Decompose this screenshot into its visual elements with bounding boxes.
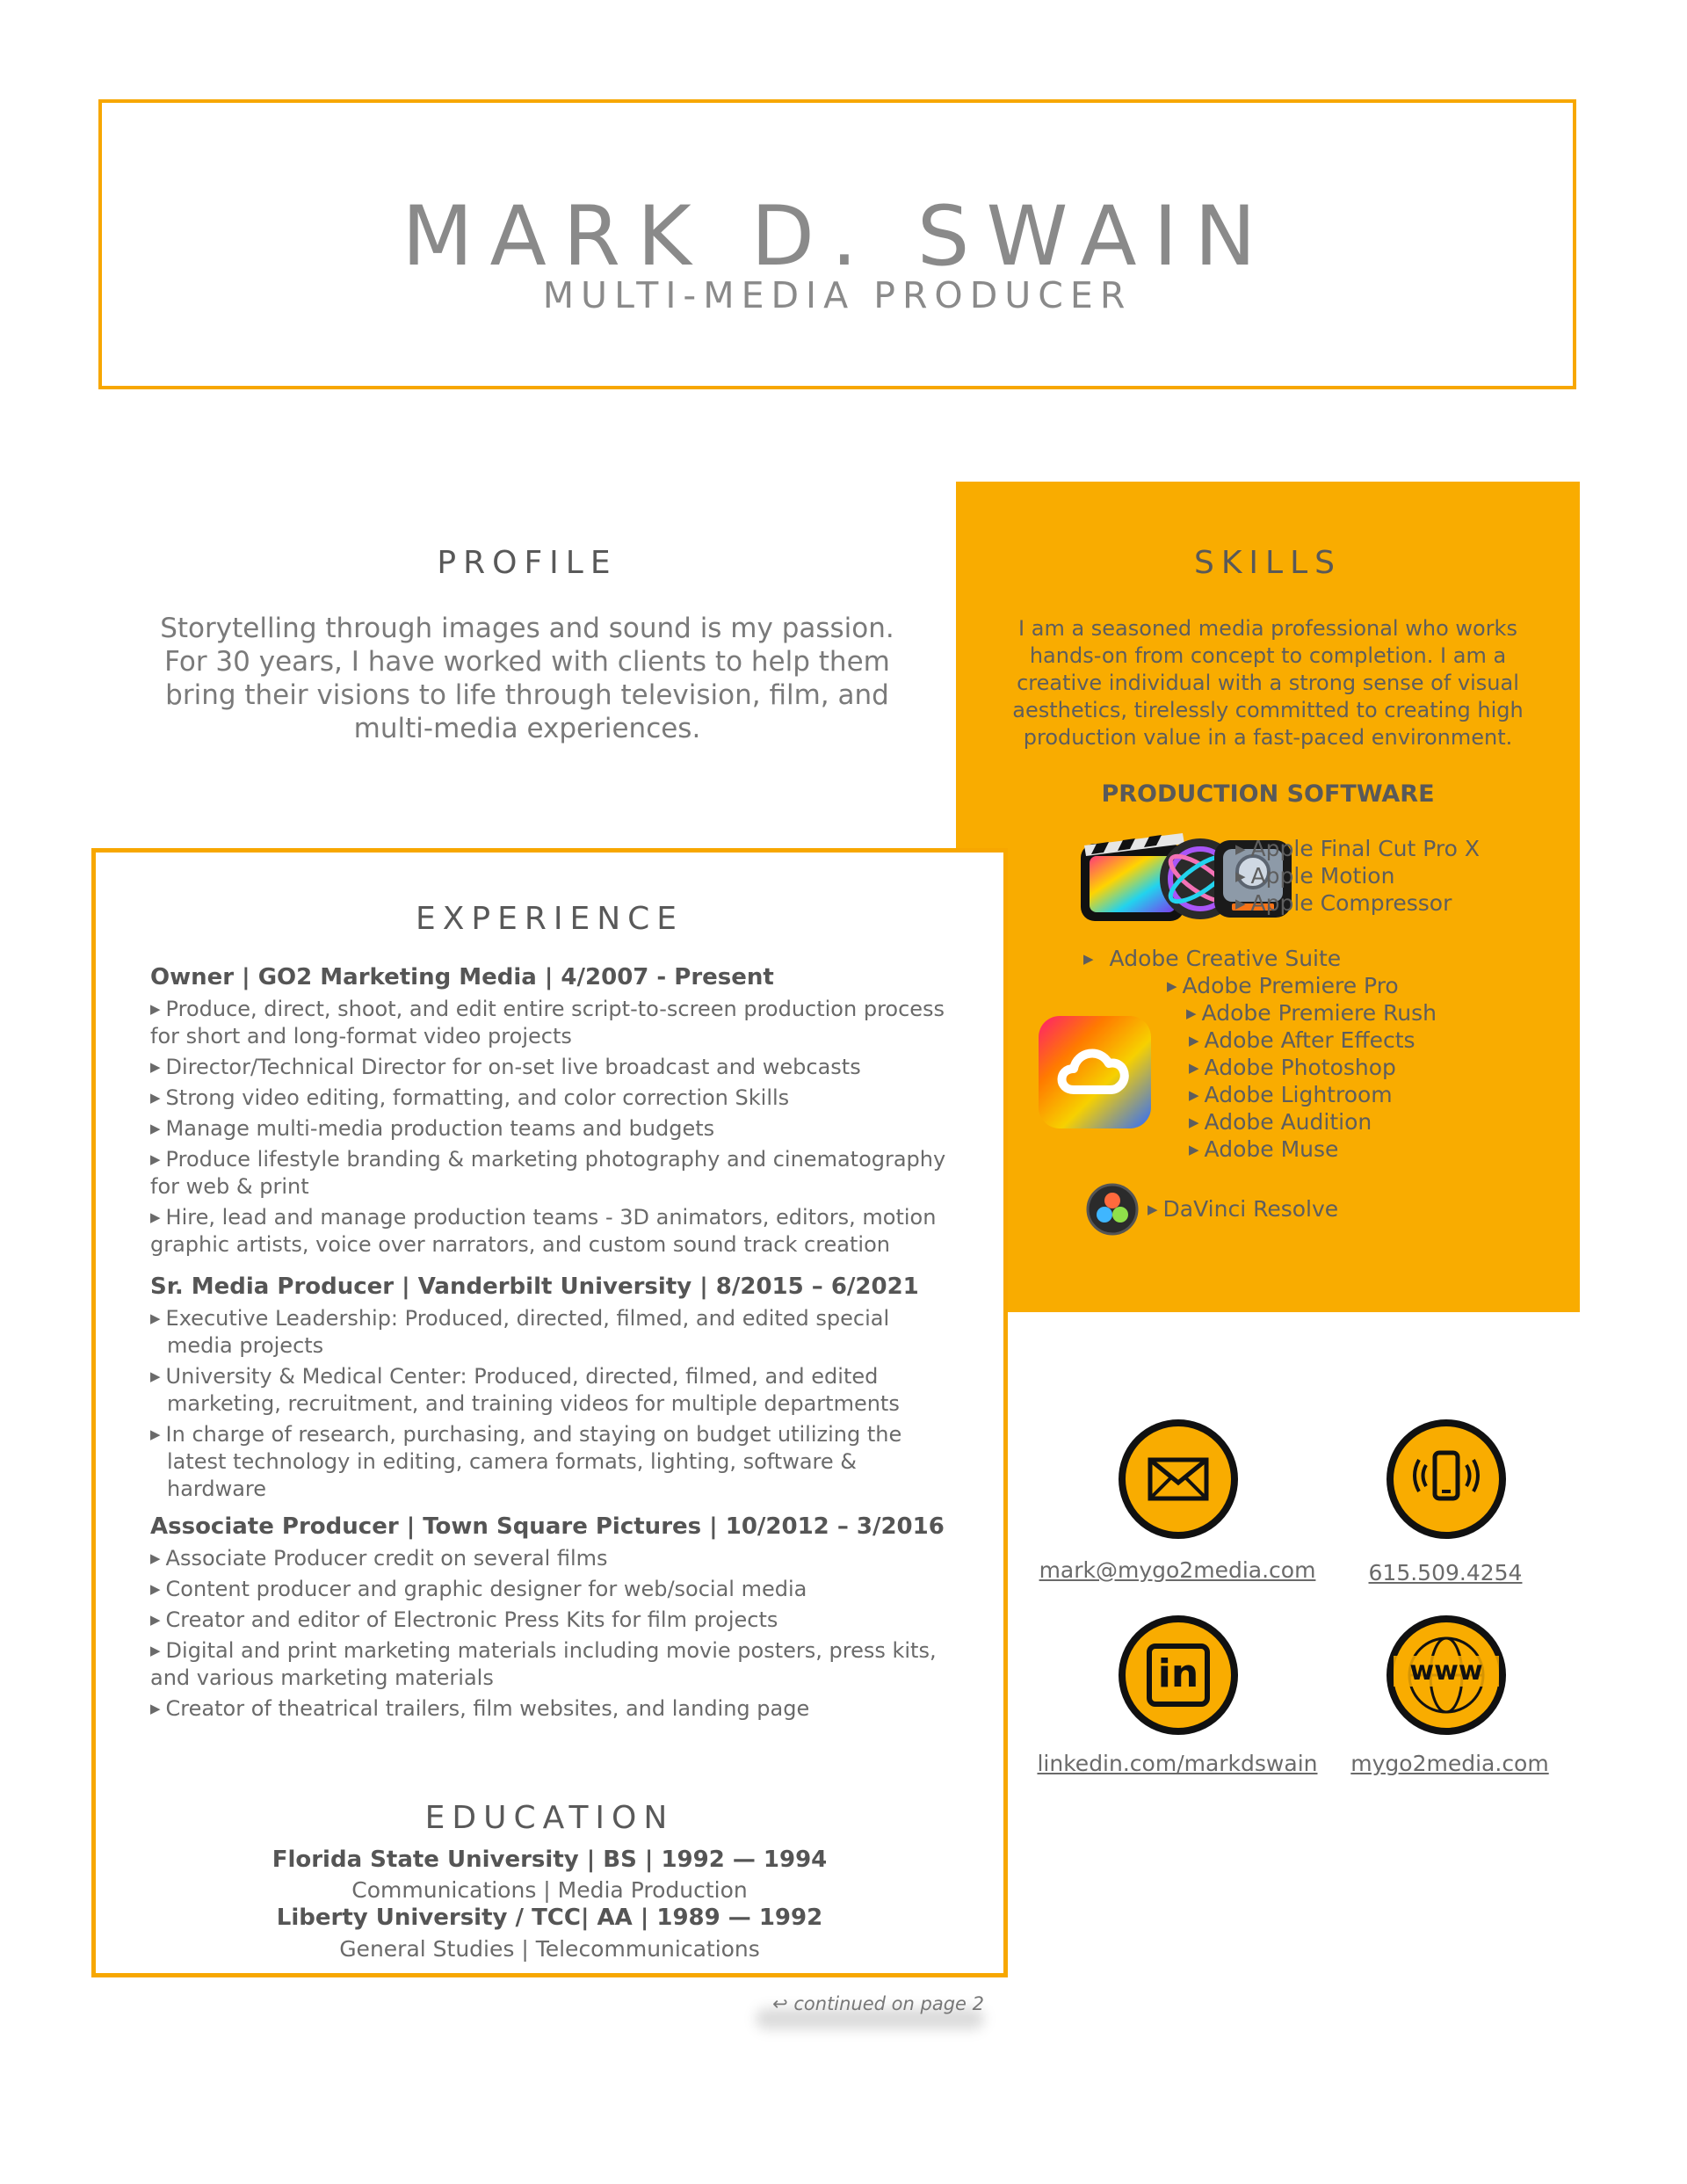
job-bullet: ▶ In charge of research, purchasing, and staying on budget utilizing the latest technology in editing, camera formats, lighting, software & hardware xyxy=(150,1422,902,1501)
production-software-heading: PRODUCTION SOFTWARE xyxy=(1101,780,1435,808)
job-bullet: ▶ Produce lifestyle branding & marketing photography and cinematography for web & print xyxy=(150,1147,946,1199)
experience-heading: EXPERIENCE xyxy=(415,901,684,937)
software-item: ▶ Apple Final Cut Pro X xyxy=(1235,836,1481,861)
linkedin-glyph: in xyxy=(1147,1643,1210,1707)
skills-panel xyxy=(956,482,1580,1312)
website-icon[interactable] xyxy=(1387,1615,1506,1735)
job-bullet: ▶ Associate Producer credit on several films xyxy=(150,1546,608,1571)
website-link[interactable]: mygo2media.com xyxy=(1350,1751,1549,1776)
software-item: ▶ Apple Compressor xyxy=(1235,890,1452,916)
website-glyph: www xyxy=(1394,1656,1499,1687)
email-link[interactable]: mark@mygo2media.com xyxy=(1039,1557,1316,1583)
profile-text: Storytelling through images and sound is my passion. For 30 years, I have worked with clients to help them bring their visions to life through television, film, and multi-media experiences. xyxy=(160,613,894,744)
job-bullets xyxy=(150,1305,932,1503)
job-bullet: ▶ Content producer and graphic designer for web/social media xyxy=(150,1577,807,1601)
job-title: Sr. Media Producer | Vanderbilt University | 8/2015 – 6/2021 xyxy=(150,1273,919,1300)
experience-box xyxy=(91,848,1008,1977)
continued-note: ↩ continued on page 2 xyxy=(772,1993,984,2014)
software-item: ▶ Adobe Audition xyxy=(1189,1109,1372,1135)
education-heading: EDUCATION xyxy=(424,1800,675,1836)
skills-text: I am a seasoned media professional who works hands-on from concept to completion. I am a creative individual with a strong sense of visual aesthetics, tirelessly committed to creating high production value in a fast-paced environment. xyxy=(1012,616,1524,750)
job-bullet: ▶ Executive Leadership: Produced, directed, filmed, and edited special media projects xyxy=(150,1306,890,1358)
phone-icon[interactable] xyxy=(1387,1419,1506,1539)
linkedin-icon[interactable] xyxy=(1119,1615,1238,1735)
job-bullet: ▶ Hire, lead and manage production teams - 3D animators, editors, motion graphic artists, voice over narrators, and custom sound track creation xyxy=(150,1205,937,1257)
education-detail: General Studies | Telecommunications xyxy=(339,1936,760,1962)
job-bullet: ▶ Produce, direct, shoot, and edit entire script-to-screen production process for short and long-format video projects xyxy=(150,997,945,1048)
resume-title: MULTI-MEDIA PRODUCER xyxy=(542,274,1133,316)
software-item: ▶ Adobe After Effects xyxy=(1189,1027,1415,1053)
job-title: Owner | GO2 Marketing Media | 4/2007 - Present xyxy=(150,964,774,990)
software-item: ▶ DaVinci Resolve xyxy=(1148,1196,1339,1222)
job-bullet: ▶ Creator and editor of Electronic Press Kits for film projects xyxy=(150,1607,778,1632)
job-bullet: ▶ Creator of theatrical trailers, film websites, and landing page xyxy=(150,1696,810,1721)
education-school: Liberty University / TCC| AA | 1989 — 1992 xyxy=(276,1905,823,1931)
job-bullet: ▶ Strong video editing, formatting, and color correction Skills xyxy=(150,1085,790,1110)
creative-cloud-icon xyxy=(1039,1016,1151,1128)
education-school: Florida State University | BS | 1992 — 1994 xyxy=(272,1847,828,1873)
software-item: ▶ Adobe Lightroom xyxy=(1189,1082,1393,1107)
education-detail: Communications | Media Production xyxy=(351,1877,748,1903)
job-bullet: ▶ University & Medical Center: Produced, directed, filmed, and edited marketing, recruitment, and training videos for multiple departments xyxy=(150,1364,900,1416)
software-item: ▶ Adobe Photoshop xyxy=(1189,1055,1396,1080)
software-item: ▶ Adobe Premiere Pro xyxy=(1167,973,1399,998)
email-icon[interactable] xyxy=(1119,1419,1238,1539)
job-title: Associate Producer | Town Square Pictures | 10/2012 – 3/2016 xyxy=(150,1513,945,1540)
software-item: ▶ Apple Motion xyxy=(1235,863,1395,889)
linkedin-link[interactable]: linkedin.com/markdswain xyxy=(1037,1751,1318,1776)
software-item: ▶ Adobe Muse xyxy=(1189,1136,1339,1162)
job-bullet: ▶ Manage multi-media production teams and budgets xyxy=(150,1116,715,1141)
header-box xyxy=(98,99,1576,389)
resume-name: MARK D. SWAIN xyxy=(402,189,1273,285)
phone-link[interactable]: 615.509.4254 xyxy=(1368,1560,1523,1585)
software-item: ▶ Adobe Creative Suite xyxy=(1083,946,1342,971)
return-arrow-icon: ↩ xyxy=(772,1993,794,2014)
job-bullet: ▶ Digital and print marketing materials including movie posters, press kits, and various marketing materials xyxy=(150,1638,937,1690)
software-item: ▶ Adobe Premiere Rush xyxy=(1186,1000,1437,1026)
skills-heading: SKILLS xyxy=(1193,545,1343,581)
job-bullets xyxy=(150,1545,967,1723)
job-bullets xyxy=(150,996,967,1259)
davinci-resolve-icon xyxy=(1086,1183,1139,1236)
profile-heading: PROFILE xyxy=(437,545,618,581)
job-bullet: ▶ Director/Technical Director for on-set live broadcast and webcasts xyxy=(150,1055,861,1079)
